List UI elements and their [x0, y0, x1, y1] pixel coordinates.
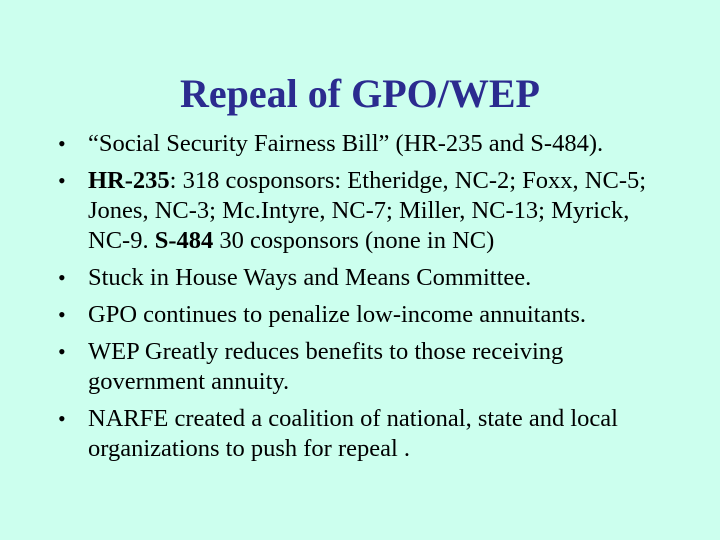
bullet-marker: • [58, 265, 66, 290]
bullet-marker: • [58, 168, 66, 193]
bullet-item [58, 337, 668, 397]
bullet-item [58, 300, 668, 330]
bullet-marker: • [58, 131, 66, 156]
bullet-text: WEP Greatly reduces benefits to those receiving government annuity. [88, 338, 564, 395]
bullet-text: NARFE created a coalition of national, state and local organizations to push for repeal . [88, 405, 618, 462]
bullet-item [58, 129, 668, 159]
bullet-text: Stuck in House Ways and Means Committee. [88, 264, 532, 291]
bullet-marker: • [58, 302, 66, 327]
bullet-item [58, 404, 668, 464]
bullet-marker: • [58, 406, 66, 431]
bullet-text: 30 cosponsors (none in NC) [213, 227, 495, 254]
bullet-list [58, 129, 668, 471]
bill-label-hr: HR-235 [88, 167, 170, 194]
slide-title: Repeal of GPO/WEP [180, 71, 540, 116]
bill-label-s: S-484 [154, 227, 214, 254]
bullet-text: “Social Security Fairness Bill” (HR-235 and S-484). [88, 130, 604, 157]
bullet-item [58, 263, 668, 293]
bullet-text: : 318 cosponsors: Etheridge, NC-2; Foxx, NC-5; Jones, NC-3; Mc.Intyre, NC-7; Miller, NC-13; Myrick, NC-9. [88, 167, 647, 254]
bullet-marker: • [58, 339, 66, 364]
bullet-text: GPO continues to penalize low-income annuitants. [88, 301, 587, 328]
bullet-item [58, 166, 668, 256]
